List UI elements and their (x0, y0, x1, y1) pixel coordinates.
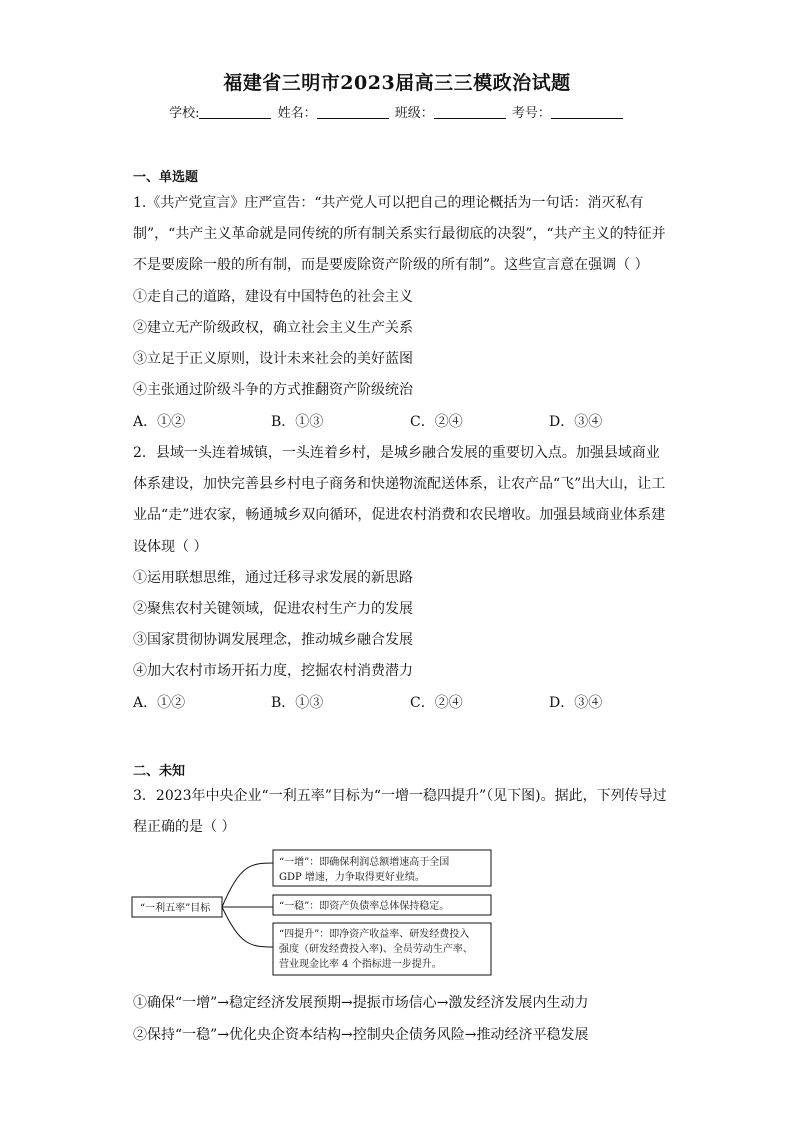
q3-item: ①确保“一增”→稳定经济发展预期→提振市场信心→激发经济发展内生动力 (133, 995, 589, 1011)
page-title: 福建省三明市2023届高三三模政治试题 (223, 72, 571, 94)
q1-option-a[interactable]: A．①② (133, 414, 186, 430)
q2-option-b[interactable]: B．①③ (271, 695, 324, 711)
section-title-unknown: 二、未知 (133, 764, 186, 779)
box-yizeng-line: GDP 增速，力争取得更好业绩。 (279, 872, 425, 883)
q1-item: ①走自己的道路，建设有中国特色的社会主义 (133, 289, 413, 305)
q1-item: ③立足于正义原则，设计未来社会的美好蓝图 (133, 351, 413, 367)
box-sitisheng-line: 强度（研发经费投入率)、全员劳动生产率、 (279, 944, 473, 955)
name-label: 姓名： (277, 106, 317, 121)
q1-options (133, 411, 693, 431)
q2-item: ①运用联想思维，通过迁移寻求发展的新思路 (133, 570, 413, 586)
q2-item: ②聚焦农村关键领域，促进农村生产力的发展 (133, 601, 413, 617)
q1-option-c[interactable]: C．②④ (410, 414, 463, 430)
q3-stem-line: 程正确的是（ ） (133, 819, 236, 835)
q2-stem-line: 设体现（ ） (133, 539, 208, 555)
school-label: 学校: (169, 106, 200, 121)
exam-no-blank[interactable] (551, 106, 623, 119)
q2-stem-line: 体系建设，加快完善县乡村电子商务和快递物流配送体系，让农产品“飞”出大山，让工 (133, 476, 666, 492)
q2-option-d[interactable]: D．③④ (549, 695, 603, 711)
student-info-line (0, 102, 794, 121)
q1-stem-line: 制”，“共产主义革命就是同传统的所有制关系实行最彻底的决裂”，“共产主义的特征并 (133, 226, 666, 242)
box-sitisheng-line: “四提升”：即净资产收益率、研发经费投入 (279, 929, 470, 940)
q2-item: ④加大农村市场开拓力度，挖掘农村消费潜力 (133, 663, 413, 679)
box-yiwen-line: “一稳”：即资产负债率总体保持稳定。 (279, 901, 450, 912)
q2-stem-line: 业品“走”进农家，畅通城乡双向循环，促进农村消费和农民增收。加强县域商业体系建 (133, 507, 666, 523)
q2-item: ③国家贯彻协调发展理念，推动城乡融合发展 (133, 632, 413, 648)
exam-no-label: 考号： (511, 106, 551, 121)
section-title-single-choice: 一、单选题 (133, 170, 199, 185)
q1-option-b[interactable]: B．①③ (271, 414, 324, 430)
q3-item: ②保持“一稳”→优化央企资本结构→控制央企债务风险→推动经济平稳发展 (133, 1027, 589, 1043)
school-blank[interactable] (199, 106, 271, 119)
q3-stem-line: 3．2023年中央企业“一利五率”目标为“一增一稳四提升”（见下图)。据此，下列传导过 (133, 788, 667, 804)
q1-option-d[interactable]: D．③④ (549, 414, 603, 430)
q3-target-diagram (130, 845, 500, 980)
q1-item: ④主张通过阶级斗争的方式推翻资产阶级统治 (133, 382, 413, 398)
class-blank[interactable] (434, 106, 506, 119)
name-blank[interactable] (317, 106, 389, 119)
root-label: “一利五率”目标 (140, 903, 211, 914)
q2-option-a[interactable]: A．①② (133, 695, 186, 711)
connector-bottom (222, 907, 273, 947)
class-label: 班级： (394, 106, 434, 121)
q1-stem-line: 不是要废除一般的所有制，而是要废除资产阶级的所有制”。这些宣言意在强调（ ） (133, 257, 649, 273)
q1-item: ②建立无产阶级政权，确立社会主义生产关系 (133, 320, 413, 336)
q2-option-c[interactable]: C．②④ (410, 695, 463, 711)
box-yizeng-line: “一增”：即确保利润总额增速高于全国 (279, 857, 450, 868)
q1-stem-line: 1.《共产党宣言》庄严宣告：“共产党人可以把自己的理论概括为一句话：消灭私有 (133, 195, 644, 211)
box-sitisheng-line: 营业现金比率 4 个指标进一步提升。 (279, 959, 442, 970)
connector-top (222, 863, 273, 907)
q2-stem-line: 2．县域一头连着城镇，一头连着乡村，是城乡融合发展的重要切入点。加强县域商业 (133, 445, 660, 461)
q2-options (133, 692, 693, 712)
